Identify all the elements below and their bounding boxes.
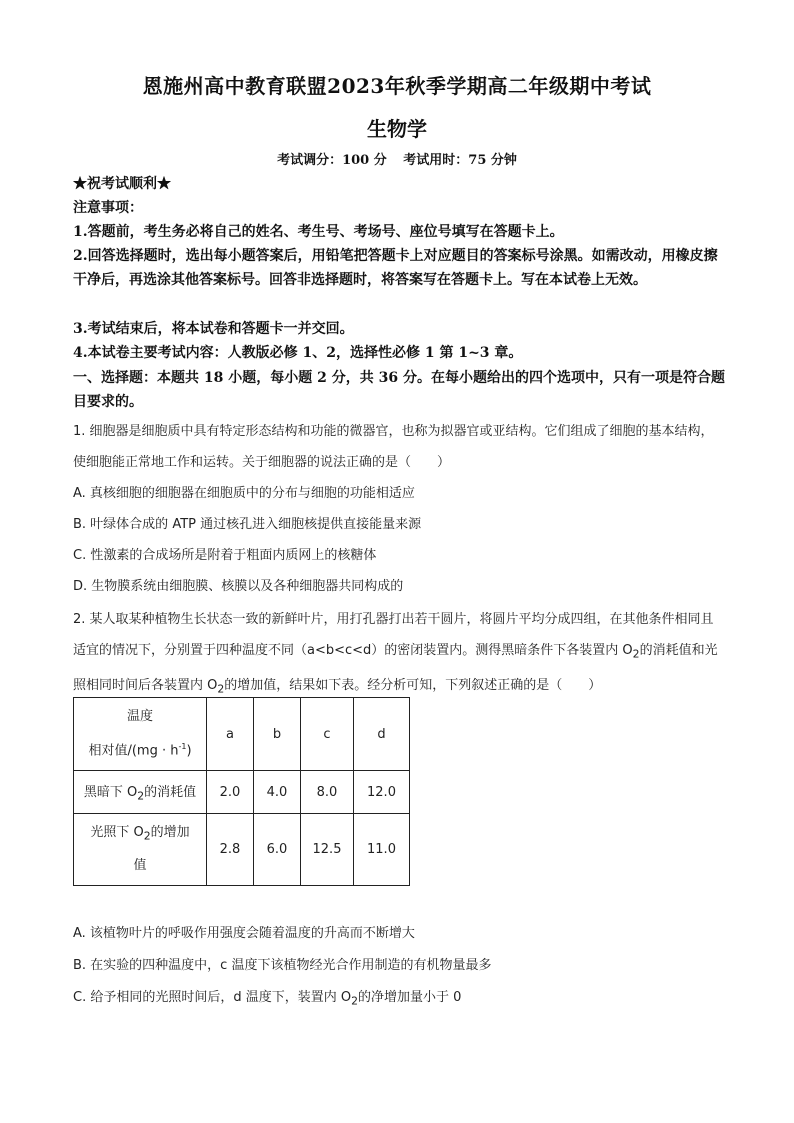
table-row	[74, 771, 410, 814]
table-cell: 12.0	[354, 771, 410, 814]
table-cell: 12.5	[301, 814, 354, 886]
notice-item: 3.考试结束后，将本试卷和答题卡一并交回。	[73, 321, 354, 337]
notice-item: 1.答题前，考生务必将自己的姓名、考生号、考场号、座位号填写在答题卡上。	[73, 224, 564, 240]
row-label-text: 黑暗下 O	[83, 785, 138, 801]
column-header: a	[207, 698, 254, 771]
corner-bottom	[74, 732, 206, 766]
corner-cell	[74, 698, 207, 771]
question-1-stem: 1. 细胞器是细胞质中具有特定形态结构和功能的微器官，也称为拟器官或亚结构。它们组成了细胞的基本结构，使细胞能正常地工作和运转。关于细胞器的说法正确的是（ ）	[73, 424, 714, 470]
stem-part: 的消耗值和光照相同时间后各装置内 O	[73, 643, 718, 693]
unit-text: 相对值/(mg · h	[88, 743, 179, 759]
column-header: d	[354, 698, 410, 771]
column-header: c	[301, 698, 354, 771]
question-1-option-d: D. 生物膜系统由细胞膜、核膜以及各种细胞器共同构成的	[73, 579, 404, 594]
stem-part: 2. 某人取某种植物生长状态一致的新鲜叶片，用打孔器打出若干圆片，将圆片平均分成四组，在其他条件相同且适宜的情况下，分别置于四种温度不同（a<b<c<d）的密闭装置内。测得黑暗条件下各装置内 O	[73, 612, 714, 658]
notice-item: 4.本试卷主要考试内容：人教版必修 1、2，选择性必修 1 第 1~3 章。	[73, 345, 523, 361]
table-cell: 2.0	[207, 771, 254, 814]
row-label-text: 的增加值	[133, 824, 190, 874]
option-text: 的净增加量小于 0	[357, 990, 462, 1005]
exam-title: 恩施州高中教育联盟2023年秋季学期高二年级期中考试	[142, 74, 652, 98]
option-text: C. 给予相同的光照时间后，d 温度下，装置内 O	[73, 990, 352, 1005]
table-row	[74, 814, 410, 886]
results-table	[73, 697, 410, 886]
subscript: 2	[143, 829, 151, 843]
row-label-text: 的消耗值	[144, 785, 197, 801]
subscript: 2	[137, 789, 145, 803]
table-cell: 4.0	[254, 771, 301, 814]
wish-text: ★祝考试顺利★	[73, 176, 171, 192]
section-heading: 一、选择题：本题共 18 小题，每小题 2 分，共 36 分。在每小题给出的四个选项中，只有一项是符合题目要求的。	[73, 370, 725, 410]
corner-top: 温度	[126, 708, 153, 724]
table-cell: 11.0	[354, 814, 410, 886]
subscript: 2	[217, 682, 225, 696]
question-2-option-c	[73, 988, 725, 1012]
notice-item: 2.回答选择题时，选出每小题答案后，用铅笔把答题卡上对应题目的答案标号涂黑。如需改动，用橡皮擦干净后，再选涂其他答案标号。回答非选择题时，将答案写在答题卡上。写在本试卷上无效。	[73, 248, 718, 288]
question-1-option-c: C. 性激素的合成场所是附着于粗面内质网上的核糖体	[73, 548, 377, 563]
subscript: 2	[351, 994, 358, 1008]
subject-title: 生物学	[367, 117, 427, 141]
subscript: 2	[632, 647, 640, 661]
row-label	[74, 814, 207, 886]
exam-meta	[0, 149, 794, 168]
question-1-option-b: B. 叶绿体合成的 ATP 通过核孔进入细胞核提供直接能量来源	[73, 517, 422, 532]
table-cell: 8.0	[301, 771, 354, 814]
question-2-stem	[73, 604, 725, 704]
unit-text: )	[186, 743, 192, 759]
score-label: 考试调分：100 分	[277, 153, 387, 168]
question-1-option-a: A. 真核细胞的细胞器在细胞质中的分布与细胞的功能相适应	[73, 486, 415, 501]
time-label: 考试用时：75 分钟	[403, 153, 517, 168]
table-header-row	[74, 698, 410, 771]
question-2-option-a: A. 该植物叶片的呼吸作用强度会随着温度的升高而不断增大	[73, 926, 415, 941]
unit-sup: -1	[178, 741, 187, 751]
notice-heading: 注意事项：	[73, 200, 143, 216]
row-label	[74, 771, 207, 814]
row-label-text: 光照下 O	[90, 824, 144, 840]
question-2-option-b: B. 在实验的四种温度中，c 温度下该植物经光合作用制造的有机物量最多	[73, 958, 492, 973]
stem-part: 的增加值，结果如下表。经分析可知，下列叙述正确的是（ ）	[224, 677, 602, 693]
table-cell: 2.8	[207, 814, 254, 886]
table-cell: 6.0	[254, 814, 301, 886]
column-header: b	[254, 698, 301, 771]
